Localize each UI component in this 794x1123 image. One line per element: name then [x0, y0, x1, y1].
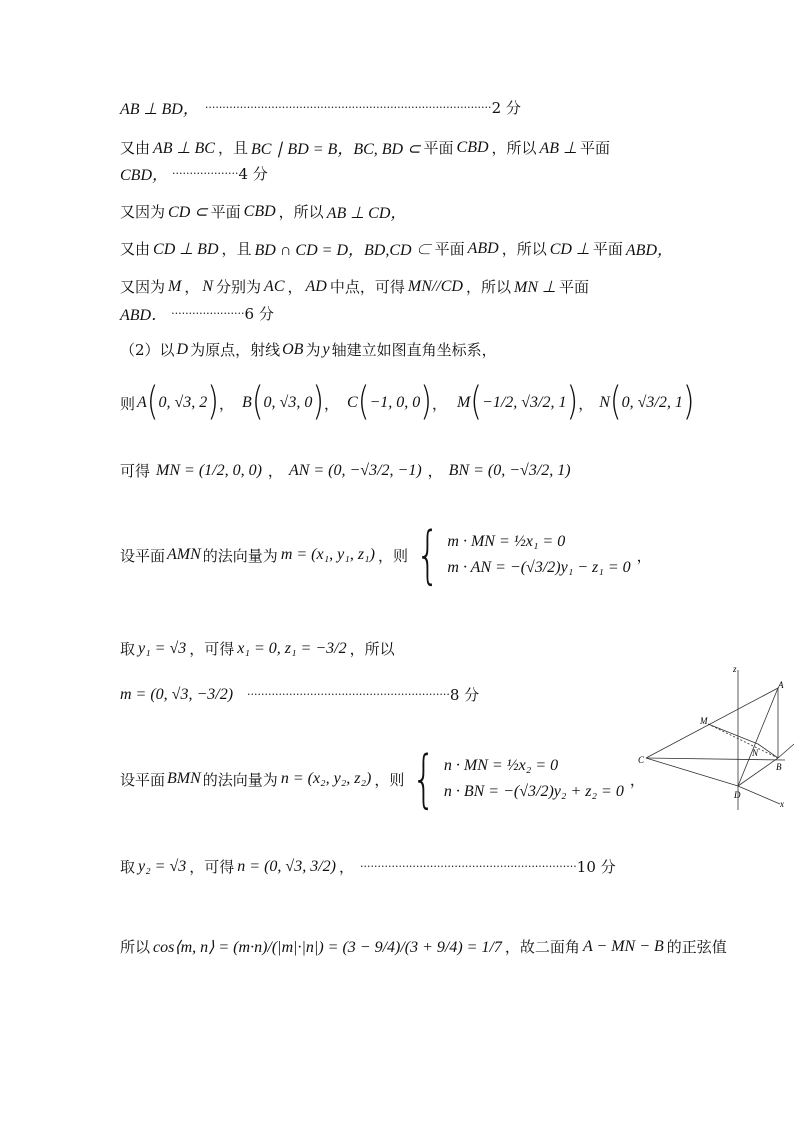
- edge-MB: [708, 724, 778, 758]
- vector-BN: BN = (0, −√3/2, 1): [448, 461, 571, 479]
- text: ，所以: [349, 640, 395, 658]
- math-expr: MN ⊥: [514, 278, 556, 296]
- text: ，所以: [491, 139, 537, 157]
- separator: ，: [219, 394, 235, 413]
- separator: ，: [636, 546, 652, 565]
- math-expr: CBD: [243, 202, 276, 220]
- text: 轴建立如图直角坐标系，: [331, 341, 497, 359]
- proof-line-4: [120, 200, 406, 223]
- point-coordinate: 0, √3/2, 1: [621, 394, 683, 411]
- point-label: M: [456, 394, 471, 411]
- point-label: A: [137, 394, 147, 411]
- separator: ，: [324, 394, 340, 413]
- text: ，: [184, 278, 200, 296]
- edge-NB: [758, 744, 778, 758]
- paren-close: ): [566, 379, 579, 426]
- math-expr: AB ⊥ CD，: [326, 205, 407, 222]
- text: 又由: [120, 240, 151, 258]
- coordinates-line: [120, 379, 695, 426]
- math-expr: A − MN − B: [582, 937, 664, 955]
- text: 所以: [120, 938, 151, 956]
- text: ，可得: [189, 858, 235, 876]
- math-expr: AD: [305, 277, 327, 295]
- edge-AD: [738, 688, 778, 786]
- paren-close: ): [682, 379, 695, 426]
- math-expr: ABD: [467, 239, 499, 257]
- math-expr: n = (x₂, y₂, z₂): [280, 770, 372, 787]
- point-label: B: [242, 394, 252, 411]
- math-expr: BMN: [167, 770, 201, 787]
- leader-dots: ·····················: [171, 307, 245, 320]
- math-expr: AB ⊥ BC: [153, 139, 215, 157]
- math-expr: m = (x₁, y₁, z₁): [280, 546, 375, 563]
- text: 可得: [120, 462, 151, 480]
- label-z: z: [733, 664, 737, 674]
- text: 的法向量为: [202, 770, 278, 789]
- text: 平面: [434, 240, 465, 258]
- math-expr: y: [322, 340, 330, 358]
- math-expr: ABD，: [625, 242, 673, 259]
- paren-close: ): [420, 379, 432, 426]
- cosine-expr: cos⟨m, n⟩ = (m·n)/(|m|·|n|) = (3 − 9/4)/(3 + 9/4) = 1/7: [153, 938, 502, 956]
- brace: {: [415, 518, 440, 591]
- math-expr: CD ⊥: [549, 240, 590, 258]
- point-coordinate: −1/2, √3/2, 1: [482, 394, 567, 411]
- text: 又由: [120, 139, 151, 157]
- equation-system: [404, 742, 624, 815]
- proof-line-2: [120, 136, 610, 159]
- math-expr: y₁ = √3: [138, 639, 187, 657]
- text: ，可得: [189, 640, 235, 658]
- score-label: 4 分: [238, 165, 268, 183]
- label-C: C: [638, 755, 645, 765]
- paren-close: ): [207, 379, 220, 426]
- text: 的法向量为: [202, 546, 278, 565]
- leader-dots: ······························································: [359, 860, 577, 873]
- label-B: B: [776, 762, 782, 772]
- text: 为原点，射线: [190, 341, 281, 359]
- text: ，则: [377, 546, 408, 565]
- math-expr: MN//CD: [407, 277, 463, 295]
- text: ，所以: [465, 278, 511, 296]
- math-expr: AB ⊥ BD，: [120, 101, 199, 118]
- vectors-line: [120, 460, 577, 481]
- text: 的正弦值: [666, 938, 727, 956]
- vector-MN: MN = (1/2, 0, 0): [156, 461, 262, 479]
- text: ，所以: [501, 240, 547, 258]
- math-expr: x₁ = 0, z₁ = −3/2: [237, 639, 347, 657]
- point-label: N: [599, 394, 610, 411]
- edge-CA: [646, 688, 778, 758]
- math-expr: CBD: [456, 138, 489, 156]
- equation: m · MN = ½x₁ = 0: [447, 533, 566, 550]
- math-expr: BD ∩ CD = D，BD,CD ⊂: [254, 242, 432, 259]
- text: 平面: [592, 240, 623, 258]
- edge-MN: [708, 724, 758, 744]
- math-expr: BC ∣ BD = B，BC, BD ⊂: [250, 141, 421, 158]
- text: 取: [120, 640, 136, 658]
- proof-line-1: [120, 96, 521, 119]
- point-coordinates: [135, 379, 447, 426]
- text: ，所以: [278, 203, 324, 221]
- paren-open: (: [357, 379, 370, 426]
- text: 平面: [210, 203, 241, 221]
- leader-dots: ···················: [172, 167, 239, 180]
- leader-dots: ··················································································: [204, 101, 492, 114]
- paren-open: (: [609, 379, 622, 426]
- math-expr: N: [202, 277, 214, 295]
- y-extension: [778, 744, 794, 758]
- text: 平面: [423, 139, 454, 157]
- text: 取: [120, 858, 136, 876]
- text: 又因为: [120, 203, 166, 221]
- paren-open: (: [470, 379, 483, 426]
- edge-CD: [646, 758, 738, 786]
- text: ，且: [217, 139, 248, 157]
- text: 为: [305, 341, 321, 359]
- proof-line-6: [120, 276, 589, 297]
- equation: m · AN = −(√3/2)y₁ − z₁ = 0: [447, 559, 631, 576]
- proof-line-15: [120, 856, 616, 877]
- equation-system: [408, 518, 631, 591]
- score-label: 10 分: [576, 858, 616, 876]
- text: 平面: [580, 139, 611, 157]
- point-coordinate: −1, 0, 0: [369, 394, 421, 411]
- proof-line-5: [120, 237, 673, 260]
- separator: ，: [629, 770, 645, 789]
- math-expr: AMN: [167, 546, 201, 563]
- math-expr: y₂ = √3: [138, 857, 187, 875]
- text: ，: [287, 278, 303, 296]
- score-label: 8 分: [449, 686, 480, 704]
- edge-CB: [646, 758, 785, 760]
- vector-m: m = (0, √3, −3/2): [120, 685, 234, 703]
- math-expr: AC: [264, 277, 285, 295]
- proof-line-8: [120, 339, 497, 360]
- point-coordinate: 0, √3, 0: [263, 394, 313, 411]
- math-expr: CD ⊂: [168, 203, 208, 221]
- brace: {: [412, 742, 436, 815]
- text: ，则: [374, 770, 405, 789]
- point-label: C: [347, 394, 358, 411]
- label-D: D: [734, 790, 741, 800]
- math-expr: M: [168, 277, 182, 295]
- geometry-figure: [630, 660, 794, 820]
- point-coordinate: 0, √3, 2: [158, 394, 208, 411]
- label-M: M: [700, 716, 708, 726]
- paren-close: ): [312, 379, 325, 426]
- leader-dots: ··························································: [247, 688, 450, 701]
- label-N: N: [752, 748, 759, 758]
- normal-m-line: [120, 518, 652, 591]
- paren-open: (: [146, 379, 159, 426]
- proof-line-3: [120, 162, 268, 185]
- proof-line-12: [120, 638, 395, 659]
- text: ，: [338, 858, 354, 876]
- text: 平面: [558, 278, 589, 296]
- vector-AN: AN = (0, −√3/2, −1): [288, 461, 422, 479]
- proof-line-16: [120, 936, 727, 957]
- separator: ，: [427, 462, 443, 480]
- vector-n: n = (0, √3, 3/2): [237, 857, 336, 875]
- text: ，故二面角: [504, 938, 580, 956]
- label-A: A: [778, 680, 784, 690]
- score-label: 2 分: [491, 99, 521, 117]
- text: 中点，可得: [329, 278, 405, 296]
- text: 设平面: [120, 770, 166, 789]
- math-expr: D: [176, 340, 189, 358]
- text: 又因为: [120, 278, 166, 296]
- paren-open: (: [251, 379, 264, 426]
- normal-n-line: [120, 742, 645, 815]
- separator: ，: [431, 394, 447, 413]
- math-expr: ABD．: [120, 307, 168, 324]
- math-expr: CBD，: [120, 167, 169, 184]
- score-label: 6 分: [244, 305, 274, 323]
- math-expr: AB ⊥: [539, 139, 578, 157]
- separator: ，: [267, 462, 283, 480]
- text: （2）以: [120, 341, 175, 359]
- proof-line-7: [120, 302, 274, 325]
- equation: n · BN = −(√3/2)y₂ + z₂ = 0: [443, 783, 624, 800]
- separator: ，: [578, 394, 594, 413]
- x-axis: [738, 786, 780, 804]
- math-expr: CD ⊥ BD: [153, 240, 219, 258]
- text: 分别为: [216, 278, 262, 296]
- text: 设平面: [120, 546, 166, 565]
- text: ，且: [221, 240, 252, 258]
- equation: n · MN = ½x₂ = 0: [443, 757, 559, 774]
- text: 则: [120, 394, 136, 413]
- proof-line-13: [120, 684, 479, 705]
- label-x: x: [780, 799, 784, 809]
- math-expr: OB: [282, 340, 304, 358]
